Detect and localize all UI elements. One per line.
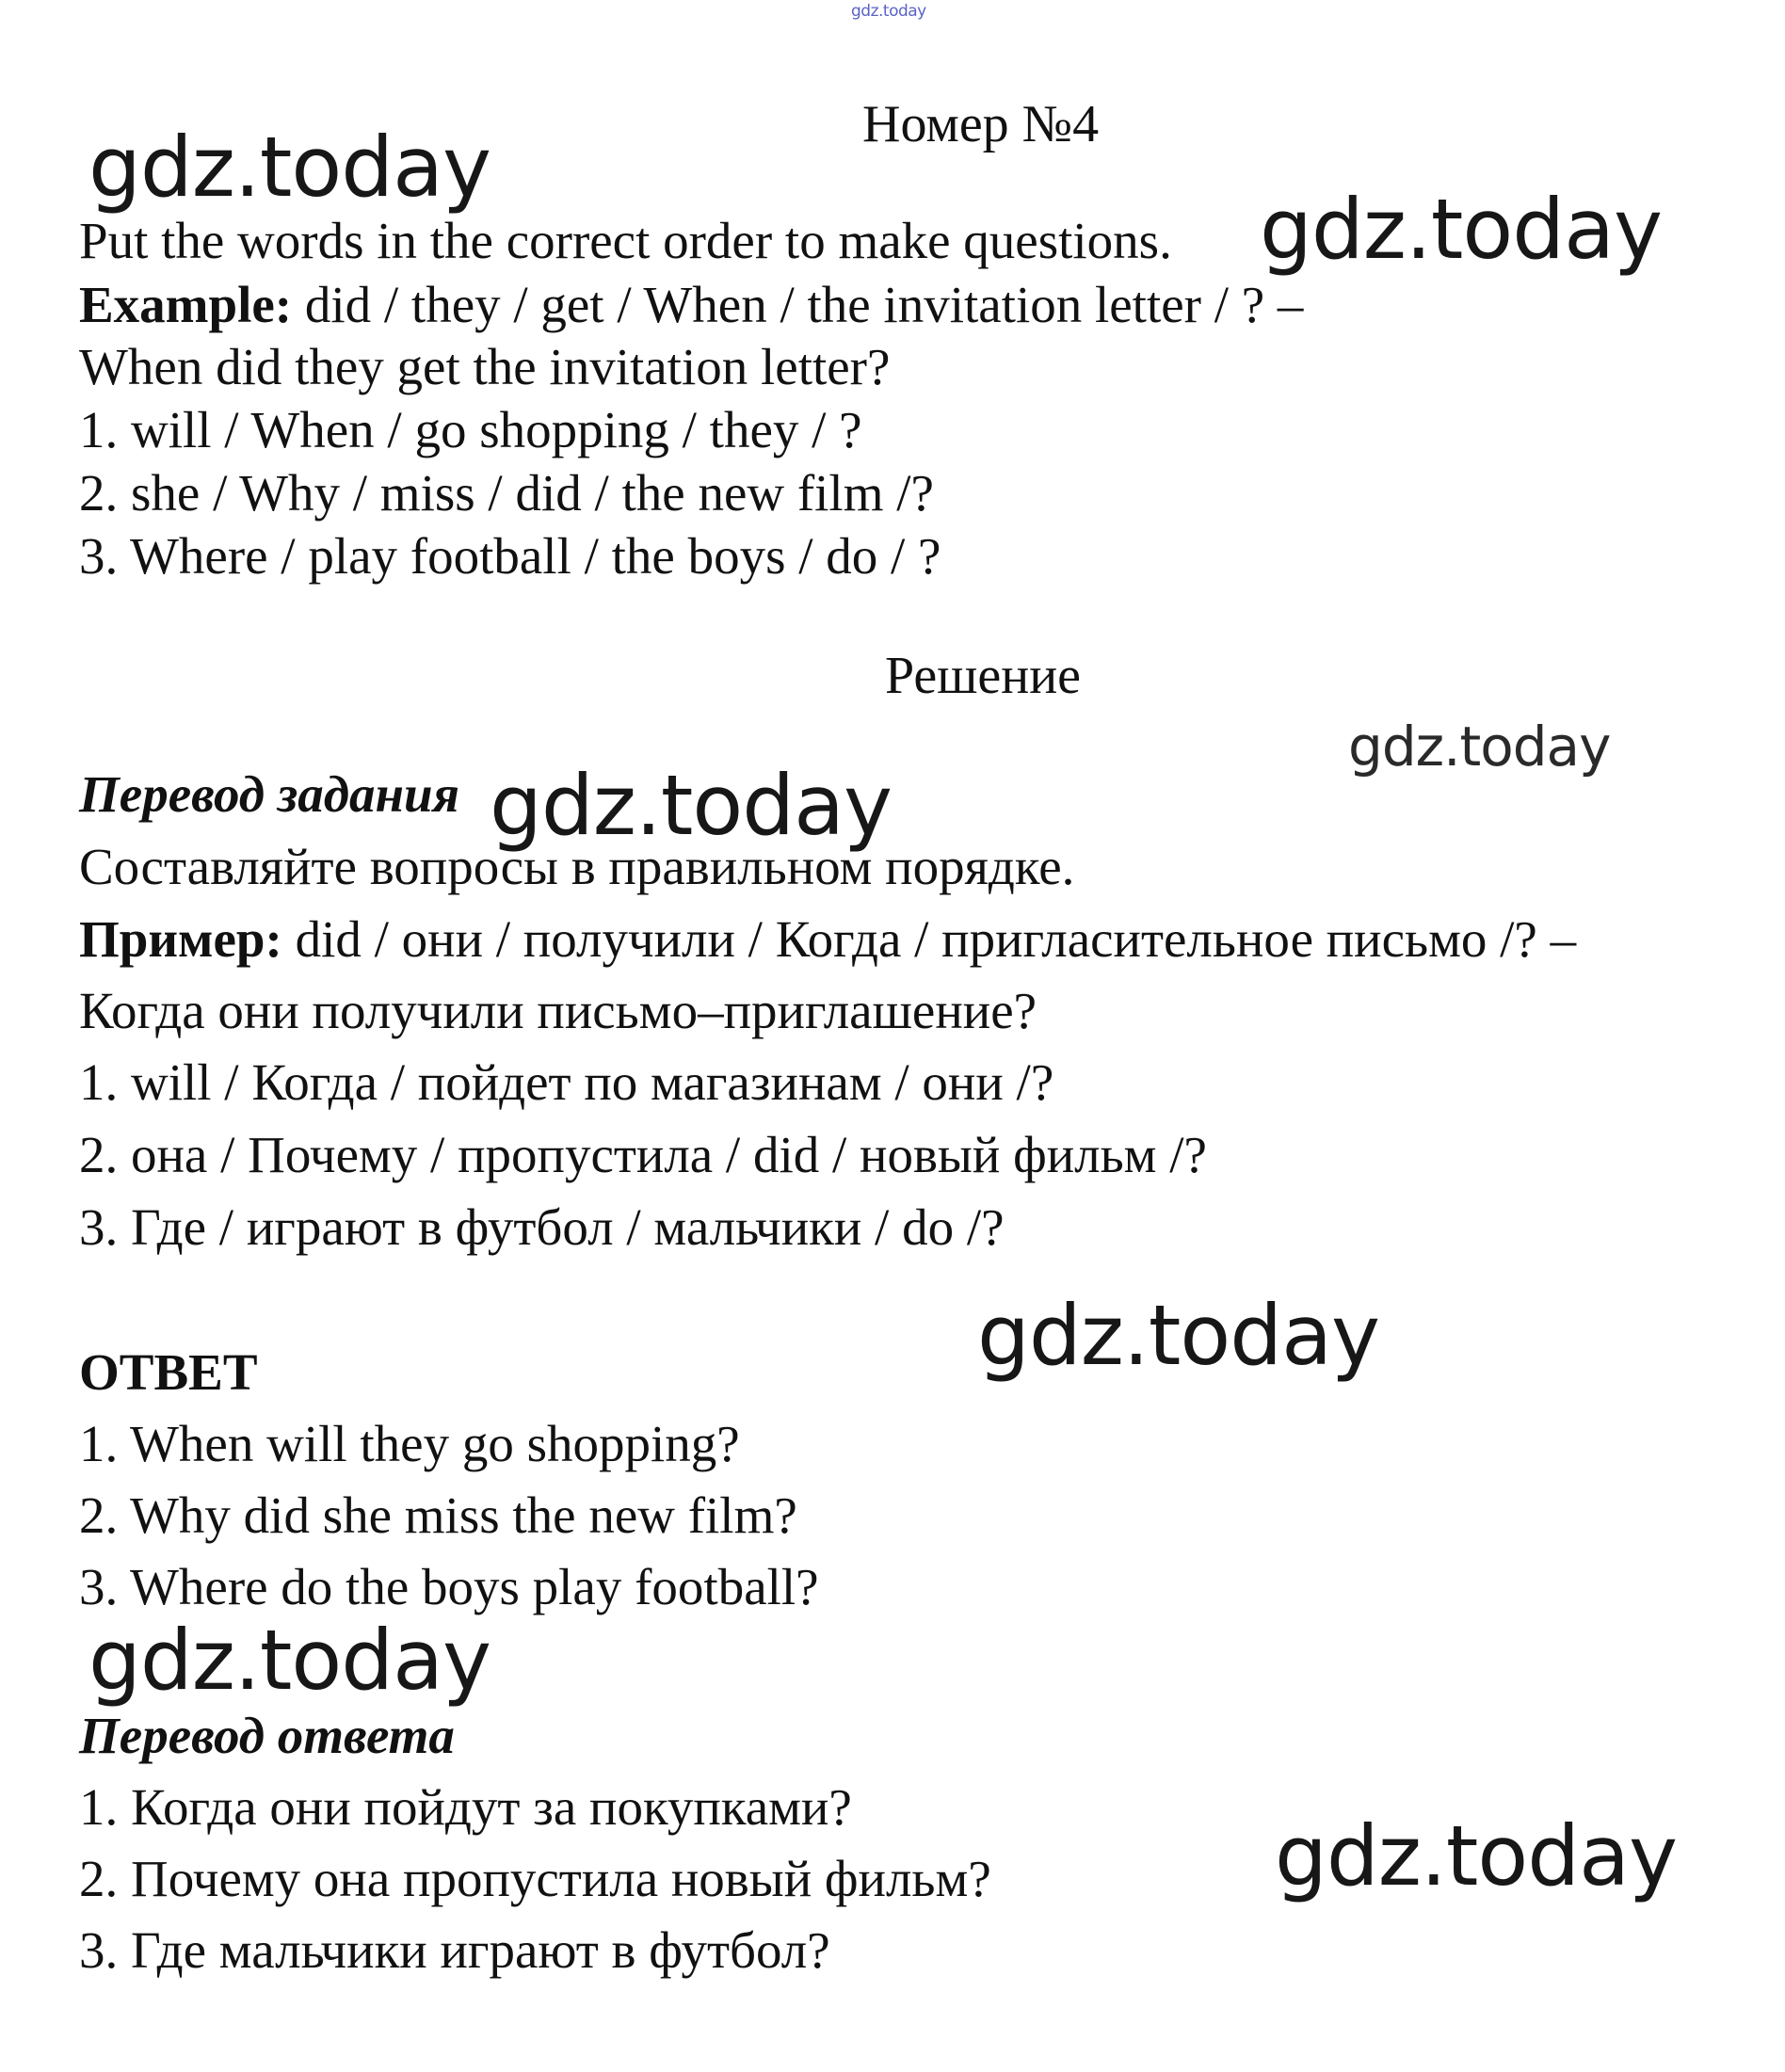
- example-text: did / они / получили / Когда / пригласительное письмо /? –: [295, 910, 1577, 968]
- watermark: gdz.today: [977, 1287, 1380, 1384]
- watermark: gdz.today: [88, 1612, 491, 1709]
- answer-translation-item: 1. Когда они пойдут за покупками?: [79, 1778, 852, 1836]
- watermark: gdz.today: [1275, 1807, 1678, 1904]
- watermark: gdz.today: [490, 757, 892, 854]
- task-item: 2. she / Why / miss / did / the new film /?: [79, 464, 934, 522]
- translation-example: [79, 910, 1577, 968]
- answer-item: 2. Why did she miss the new film?: [79, 1486, 797, 1544]
- answer-translation-item: 3. Где мальчики играют в футбол?: [79, 1921, 830, 1979]
- translation-example-answer: Когда они получили письмо–приглашение?: [79, 982, 1037, 1039]
- translation-heading: Перевод задания: [79, 765, 459, 823]
- task-example: [79, 276, 1304, 333]
- answer-translation-item: 2. Почему она пропустила новый фильм?: [79, 1850, 991, 1907]
- translation-item: 3. Где / играют в футбол / мальчики / do /?: [79, 1198, 1005, 1256]
- task-item: 1. will / When / go shopping / they / ?: [79, 401, 862, 458]
- task-instruction: Put the words in the correct order to make questions.: [79, 212, 1172, 269]
- task-item: 3. Where / play football / the boys / do / ?: [79, 527, 941, 585]
- watermark: gdz.today: [88, 119, 491, 216]
- translation-item: 2. она / Почему / пропустила / did / новый фильм /?: [79, 1126, 1207, 1183]
- watermark: gdz.today: [1260, 181, 1663, 278]
- example-label: Пример:: [79, 910, 282, 968]
- example-text: did / they / get / When / the invitation letter / ? –: [304, 276, 1304, 333]
- solution-heading: Решение: [885, 647, 1082, 705]
- answer-item: 3. Where do the boys play football?: [79, 1558, 819, 1615]
- example-label: Example:: [79, 276, 293, 333]
- site-label: gdz.today: [851, 2, 926, 21]
- answer-item: 1. When will they go shopping?: [79, 1415, 740, 1472]
- page-title: Номер №4: [862, 95, 1100, 153]
- answer-translation-heading: Перевод ответа: [79, 1707, 455, 1764]
- task-example-answer: When did they get the invitation letter?: [79, 338, 891, 395]
- translation-instruction: Составляйте вопросы в правильном порядке.: [79, 838, 1075, 895]
- translation-item: 1. will / Когда / пойдет по магазинам / они /?: [79, 1053, 1054, 1111]
- answer-heading: ОТВЕТ: [79, 1343, 258, 1401]
- watermark: gdz.today: [1348, 715, 1611, 779]
